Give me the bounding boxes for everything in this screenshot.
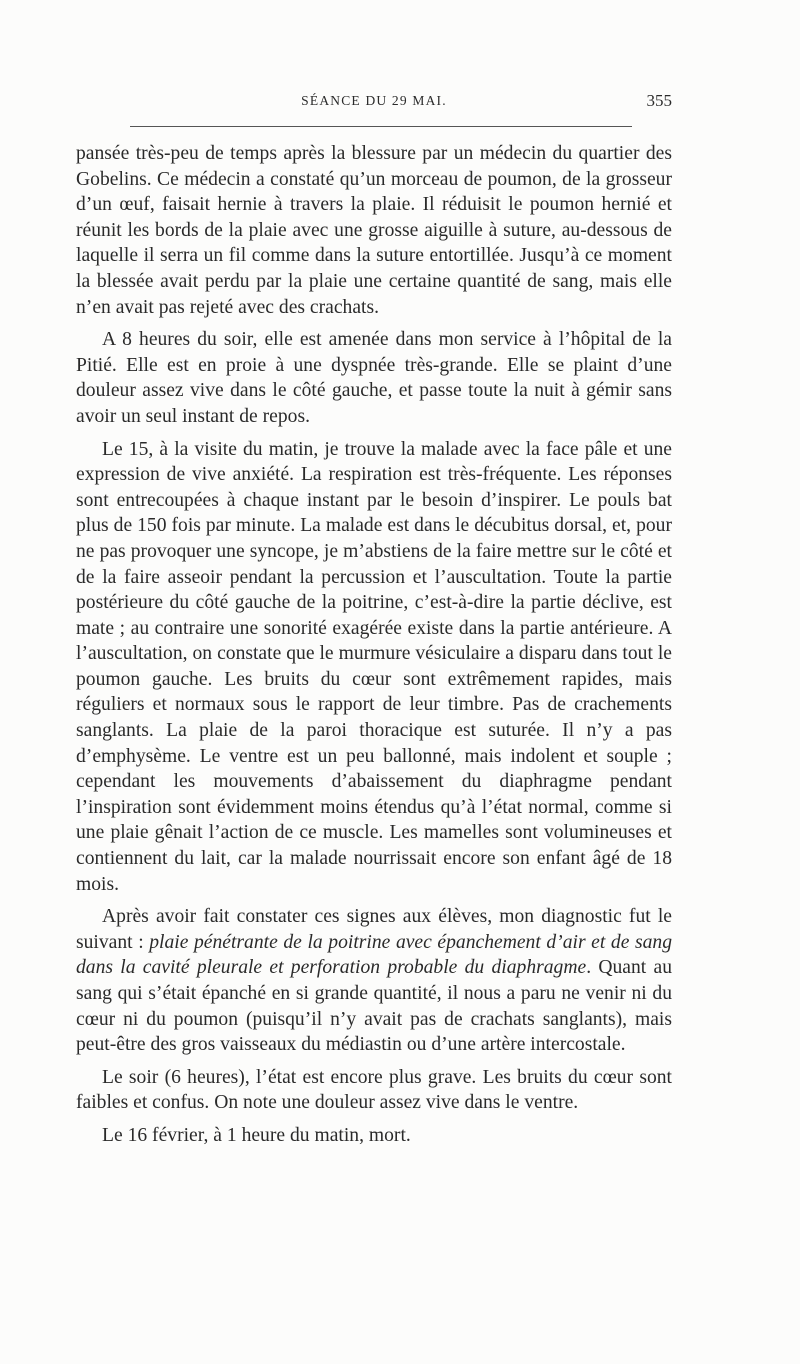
running-head [76, 90, 672, 114]
paragraph-arrival: A 8 heures du soir, elle est amenée dans mon service à l’hôpital de la Pitié. Elle est en proie à une dyspnée très-grande. Elle se plaint d’une douleur assez vive dans le côté gauche, et passe toute la nuit à gémir sans avoir un seul instant de repos. [76, 329, 672, 427]
diagnosis-emphasis: plaie pénétrante de la poitrine avec épanchement d’air et de sang dans la cavité pleurale et perforation probable du diaphragme [76, 931, 672, 979]
running-head-title: SÉANCE DU 29 MAI. [301, 93, 447, 108]
header-rule [130, 126, 632, 127]
paragraph-continuation: pansée très-peu de temps après la blessure par un médecin du quartier des Gobelins. Ce médecin a constaté qu’un morceau de poumon, de la grosseur d’un œuf, faisait hernie à travers la plaie. Il réduisit le poumon hernié et réunit les bords de la plaie avec une grosse aiguille à suture, au-dessous de laquelle il serra un fil comme dans la suture entortillée. Jusqu’à ce moment la blessée avait perdu par la plaie une certaine quantité de sang, mais elle n’en avait pas rejeté avec des crachats. [76, 143, 672, 318]
paragraph-diagnosis [76, 904, 672, 1058]
page-number: 355 [646, 91, 672, 110]
diagnosis-lead-text: Après avoir fait constater ces signes aux élèves, mon diagnostic fut le suivant : [76, 906, 672, 953]
paragraph-evening: Le soir (6 heures), l’état est encore plus grave. Les bruits du cœur sont faibles et confus. On note une douleur assez vive dans le ventre. [76, 1066, 672, 1114]
paragraph-examination: Le 15, à la visite du matin, je trouve la malade avec la face pâle et une expression de vive anxiété. La respiration est très-fréquente. Les réponses sont entrecoupées à chaque instant par le besoin d’inspirer. Le pouls bat plus de 150 fois par minute. La malade est dans le décubitus dorsal, et, pour ne pas provoquer une syncope, je m’abstiens de la faire mettre sur le côté et de la faire asseoir pendant la percussion et l’auscultation. Toute la partie postérieure du côté gauche de la poitrine, c’est-à-dire la partie déclive, est mate ; au contraire une sonorité exagérée existe dans la partie antérieure. A l’auscultation, on constate que le murmure vésiculaire a disparu dans tout le poumon gauche. Les bruits du cœur sont extrêmement rapides, mais réguliers et normaux sous le rapport de leur timbre. Pas de crachements sanglants. La plaie de la paroi thoracique est suturée. Il n’y a pas d’emphysème. Le ventre est un peu ballonné, mais indolent et souple ; cependant les mouvements d’abaissement du diaphragme pendant l’inspiration sont évidemment moins étendus qu’à l’état normal, comme si une plaie gênait l’action de ce muscle. Les mamelles sont volumineuses et contiennent du lait, car la malade nourrissait encore son enfant âgé de 18 mois. [76, 438, 672, 895]
diagnosis-trailing-text: . Quant au sang qui s’était épanché en si grande quantité, il nous a paru ne venir ni du cœur ni du poumon (puisqu’il n’y avait pas de crachats sanglants), mais peut-être des gros vaisseaux du médiastin ou d’une artère intercostale. [76, 957, 672, 1056]
paragraph-death: Le 16 février, à 1 heure du matin, mort. [102, 1124, 411, 1146]
body-text [76, 141, 672, 1156]
